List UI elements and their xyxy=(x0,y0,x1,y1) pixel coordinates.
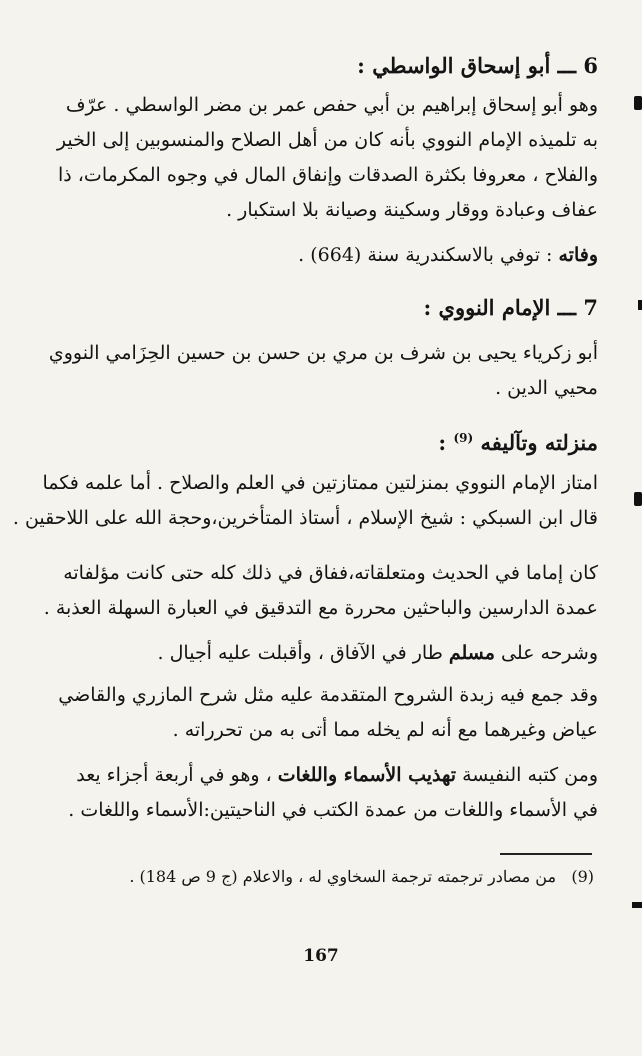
scan-mark xyxy=(632,902,642,908)
section-6-body xyxy=(56,88,598,228)
death-text: : توفي بالاسكندرية سنة (664) . xyxy=(298,244,559,266)
text-line: امتاز الإمام النووي بمنزلتين ممتازتين في العلم والصلاح . أما علمه فكما xyxy=(42,472,598,494)
section-7-body xyxy=(48,336,598,406)
text-line: عياض وغيرهما مع أنه لم يخله مما أتى به من تحرراته . xyxy=(172,719,598,741)
page-number: 167 xyxy=(303,946,339,966)
scan-mark xyxy=(634,96,642,110)
text-line: قال ابن السبكي : شيخ الإسلام ، أستاذ المتأخرين،وحجة الله على اللاحقين . xyxy=(12,507,598,529)
text-line: والفلاح ، معروفا بكثرة الصدقات وإنفاق المال في وجوه المكرمات، ذا xyxy=(58,164,598,186)
rank-colon: : xyxy=(438,430,454,455)
footnote-text: من مصادر ترجمته ترجمة السخاوي له ، والاعلام (ج 9 ص 184) . xyxy=(129,867,557,886)
rank-heading-text: منزلته وتآليفه xyxy=(480,430,598,455)
paragraph-5 xyxy=(62,758,598,828)
text-line: عفاف وعبادة ووقار وسكينة وصيانة بلا استكبار . xyxy=(226,199,598,221)
rank-heading xyxy=(62,420,598,461)
text-line: محيي الدين . xyxy=(495,377,598,399)
footnote-ref: (9) xyxy=(453,431,474,445)
footnote-separator xyxy=(500,853,592,855)
scan-mark xyxy=(634,492,642,506)
text-line: عمدة الدارسين والباحثين محررة مع التدقيق في العبارة السهلة العذبة . xyxy=(43,597,598,619)
p3-bold: مسلم xyxy=(448,642,495,664)
text-line: أبو زكرياء يحيى بن شرف بن مري بن حسن بن حسين الحِزَامي النووي xyxy=(48,342,598,364)
p3-text-b: طار في الآفاق ، وأقبلت عليه أجيال . xyxy=(157,642,449,664)
footnote xyxy=(90,862,594,892)
paragraph-1 xyxy=(12,466,598,536)
scan-mark xyxy=(638,300,642,310)
paragraph-2 xyxy=(43,556,598,626)
death-line xyxy=(62,238,598,273)
text-line: وهو أبو إسحاق إبراهيم بن أبي حفص عمر بن مضر الواسطي . عرّف xyxy=(65,94,598,116)
text-line: وقد جمع فيه زبدة الشروح المتقدمة عليه مثل شرح المازري والقاضي xyxy=(58,684,598,706)
p5-text-a: ومن كتبه النفيسة xyxy=(456,764,598,786)
text-line: في الأسماء واللغات من عمدة الكتب في الناحيتين:الأسماء واللغات . xyxy=(68,799,598,821)
text-line: به تلميذه الإمام النووي بأنه كان من أهل الصلاح والمنسوبين إلى الخير xyxy=(56,129,598,151)
section-6-heading: 6 ـــ أبو إسحاق الواسطي : xyxy=(357,53,598,78)
text-line: كان إماما في الحديث ومتعلقاته،ففاق في ذلك كله حتى كانت مؤلفاته xyxy=(63,562,598,584)
text-line xyxy=(62,758,598,793)
paragraph-3 xyxy=(62,636,598,671)
p5-bold: تهذيب الأسماء واللغات xyxy=(277,764,457,786)
paragraph-4 xyxy=(58,678,598,748)
death-label: وفاته xyxy=(558,244,598,266)
footnote-number: (9) xyxy=(571,867,594,886)
section-7-heading: 7 ـــ الإمام النووي : xyxy=(423,295,598,320)
p3-text-a: وشرحه على xyxy=(494,642,598,664)
p5-text-b: ، وهو في أربعة أجزاء يعد xyxy=(76,764,278,786)
